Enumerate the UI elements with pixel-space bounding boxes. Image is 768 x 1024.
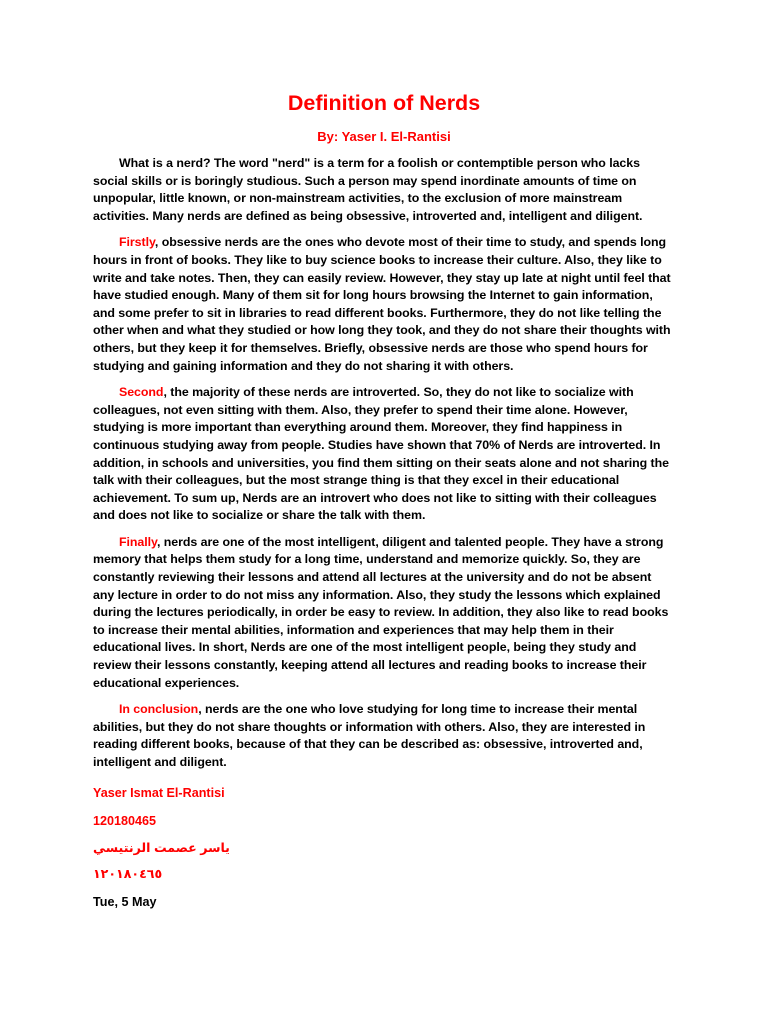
signature-name-arabic: ياسر عصمت الرنتيسي — [93, 840, 230, 855]
paragraph-text: , nerds are the one who love studying for long time to increase their mental abilities, but they do not share thoughts or information with others. Also, they are interested in reading different books, because of that they can be described as: obsessive, introverted and, intelligent and diligent. — [93, 702, 646, 769]
paragraph-firstly — [93, 234, 675, 375]
paragraph-finally — [93, 534, 675, 692]
paragraph-lead: Firstly — [119, 235, 155, 250]
paragraph-text: , nerds are one of the most intelligent, diligent and talented people. They have a strong memory that helps them study for a long time, understand and memorize quickly. So, they are constantly reviewing their lessons and attend all lectures at the university and do not be absent any lecture in order to do not miss any information. Also, they study the lessons which explained during the lectures periodically, in order be easy to review. In addition, they also like to read books to increase their mental abilities, information and experiences that may help them in their educational lives. In short, Nerds are one of the most intelligent people, being they study and review their lessons constantly, keeping attend all lectures and reading books to increase their educational experiences. — [93, 534, 669, 690]
paragraph-lead: In conclusion — [119, 702, 199, 717]
paragraph-lead: Finally — [119, 534, 157, 549]
document-page — [93, 88, 675, 911]
signature-date: Tue, 5 May — [93, 894, 157, 909]
document-title: Definition of Nerds — [287, 91, 481, 115]
paragraph-text: What is a nerd? The word "nerd" is a term for a foolish or contemptible person who lacks social skills or is boringly studious. Such a person may spend inordinate amounts of time on unpopular, little known, or non-mainstream activities, to the exclusion of more mainstream activities. Many nerds are defined as being obsessive, introverted and, intelligent and diligent. — [93, 156, 643, 223]
paragraph-text: , the majority of these nerds are introverted. So, they do not like to socialize with colleagues, not even sitting with them. Also, they prefer to spend their time alone. However, studying is more important than everything around them. Moreover, they find happiness in continuous studying away from people. Studies have shown that 70% of Nerds are introverted. In addition, in schools and universities, you find them sitting on their seats alone and not sharing the talk with their colleagues, but the most strange thing is that they excel in their educational achievement. To sum up, Nerds are an introvert who does not like to sitting with their colleagues and does not like to socialize or share the talk with them. — [93, 385, 669, 523]
paragraph-lead: Second — [119, 385, 164, 400]
paragraph-second — [93, 384, 675, 525]
paragraph-conclusion — [93, 701, 675, 771]
paragraph-intro — [93, 155, 675, 225]
signature-name: Yaser Ismat El-Rantisi — [93, 785, 225, 800]
document-byline: By: Yaser I. El-Rantisi — [317, 129, 451, 144]
signature-id-arabic: ١٢٠١٨٠٤٦٥ — [93, 866, 163, 881]
signature-id: 120180465 — [93, 813, 157, 828]
paragraph-text: , obsessive nerds are the ones who devote most of their time to study, and spends long hours in front of books. They like to buy science books to increase their culture. Also, they like to write and take notes. Then, they can easily review. However, they stay up late at night until feel that have studied enough. Many of them sit for long hours browsing the Internet to gain information, and some prefer to sit in libraries to read different books. Furthermore, they do not like telling the other when and what they studied or how long they took, and they do not share their thoughts with others, but they keep it for themselves. Briefly, obsessive nerds are those who spend hours for studying and gaining information and they do not sharing it with others. — [93, 235, 671, 373]
